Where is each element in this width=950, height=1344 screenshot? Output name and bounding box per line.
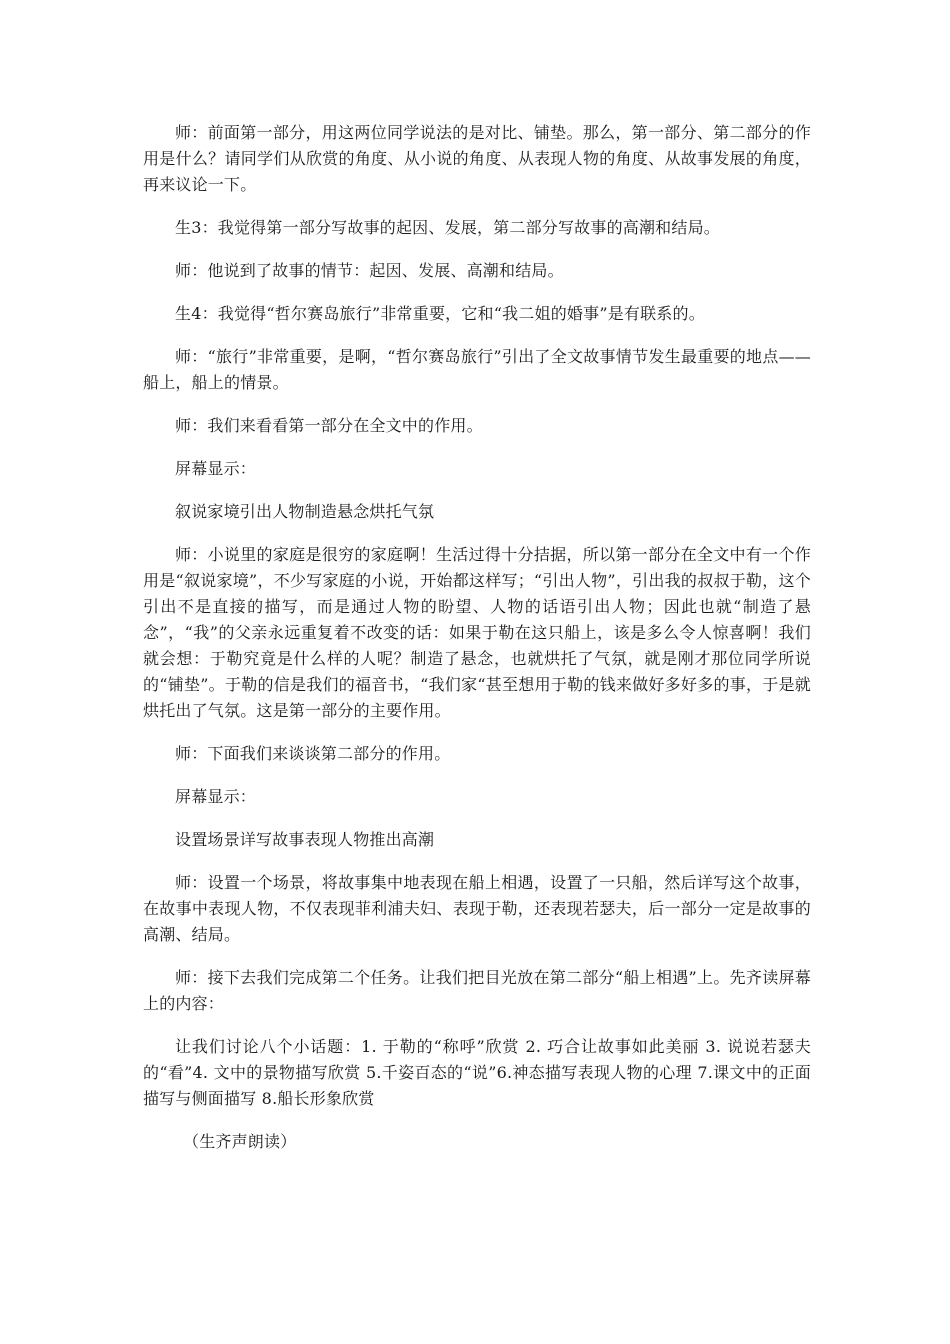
- paragraph-teacher-travel: 师：“旅行”非常重要，是啊，“哲尔赛岛旅行”引出了全文故事情节发生最重要的地点——船上，船上的情景。: [143, 347, 811, 392]
- paragraph-topics-list: 让我们讨论八个小话题：1. 于勒的“称呼”欣赏 2. 巧合让故事如此美丽 3. 说说若瑟夫的“看”4. 文中的景物描写欣赏 5.千姿百态的“说”6.神态描写表现人物的心理 7.课文中的正面描写与侧面描写 8.船长形象欣赏: [143, 1037, 811, 1108]
- paragraph-teacher-part-two: 师：下面我们来谈谈第二部分的作用。: [175, 744, 451, 763]
- paragraph-teacher-explanation-1: 师：小说里的家庭是很穷的家庭啊！生活过得十分拮据，所以第一部分在全文中有一个作用是“叙说家境”，不少写家庭的小说，开始都这样写；“引出人物”，引出我的叔叔于勒，这个引出不是直接的描写，而是通过人物的盼望、人物的话语引出人物；因此也就“制造了悬念”，“我”的父亲永远重复着不改变的话：如果于勒在这只船上，该是多么令人惊喜啊！我们就会想：于勒究竟是什么样的人呢？制造了悬念，也就烘托了气氛，就是刚才那位同学所说的“铺垫”。于勒的信是我们的福音书，“我们家“甚至想用于勒的钱来做好多好多的事，于是就烘托出了气氛。这是第一部分的主要作用。: [143, 545, 811, 720]
- document-page: [143, 120, 811, 1172]
- paragraph-screen-content-2: 设置场景详写故事表现人物推出高潮: [175, 830, 435, 849]
- paragraph-teacher-plot: 师：他说到了故事的情节：起因、发展、高潮和结局。: [175, 261, 564, 280]
- paragraph-students-read: （生齐声朗读）: [183, 1132, 297, 1151]
- paragraph-screen-display-2: 屏幕显示：: [175, 787, 257, 806]
- paragraph-teacher-task-two: 师：接下去我们完成第二个任务。让我们把目光放在第二部分“船上相遇”上。先齐读屏幕上的内容：: [143, 968, 811, 1013]
- paragraph-teacher-part-one: 师：我们来看看第一部分在全文中的作用。: [175, 416, 483, 435]
- paragraph-student-4: 生4：我觉得“哲尔赛岛旅行”非常重要，它和“我二姐的婚事”是有联系的。: [175, 304, 705, 323]
- paragraph-screen-display-1: 屏幕显示：: [175, 459, 257, 478]
- paragraph-screen-content-1: 叙说家境引出人物制造悬念烘托气氛: [175, 502, 435, 521]
- paragraph-teacher-explanation-2: 师：设置一个场景，将故事集中地表现在船上相遇，设置了一只船，然后详写这个故事，在故事中表现人物，不仅表现菲利浦夫妇、表现于勒，还表现若瑟夫，后一部分一定是故事的高潮、结局。: [143, 873, 811, 944]
- paragraph-student-3: 生3：我觉得第一部分写故事的起因、发展，第二部分写故事的高潮和结局。: [175, 218, 720, 237]
- paragraph-teacher-question: 师：前面第一部分，用这两位同学说法的是对比、铺垫。那么，第一部分、第二部分的作用是什么？请同学们从欣赏的角度、从小说的角度、从表现人物的角度、从故事发展的角度，再来议论一下。: [143, 123, 811, 194]
